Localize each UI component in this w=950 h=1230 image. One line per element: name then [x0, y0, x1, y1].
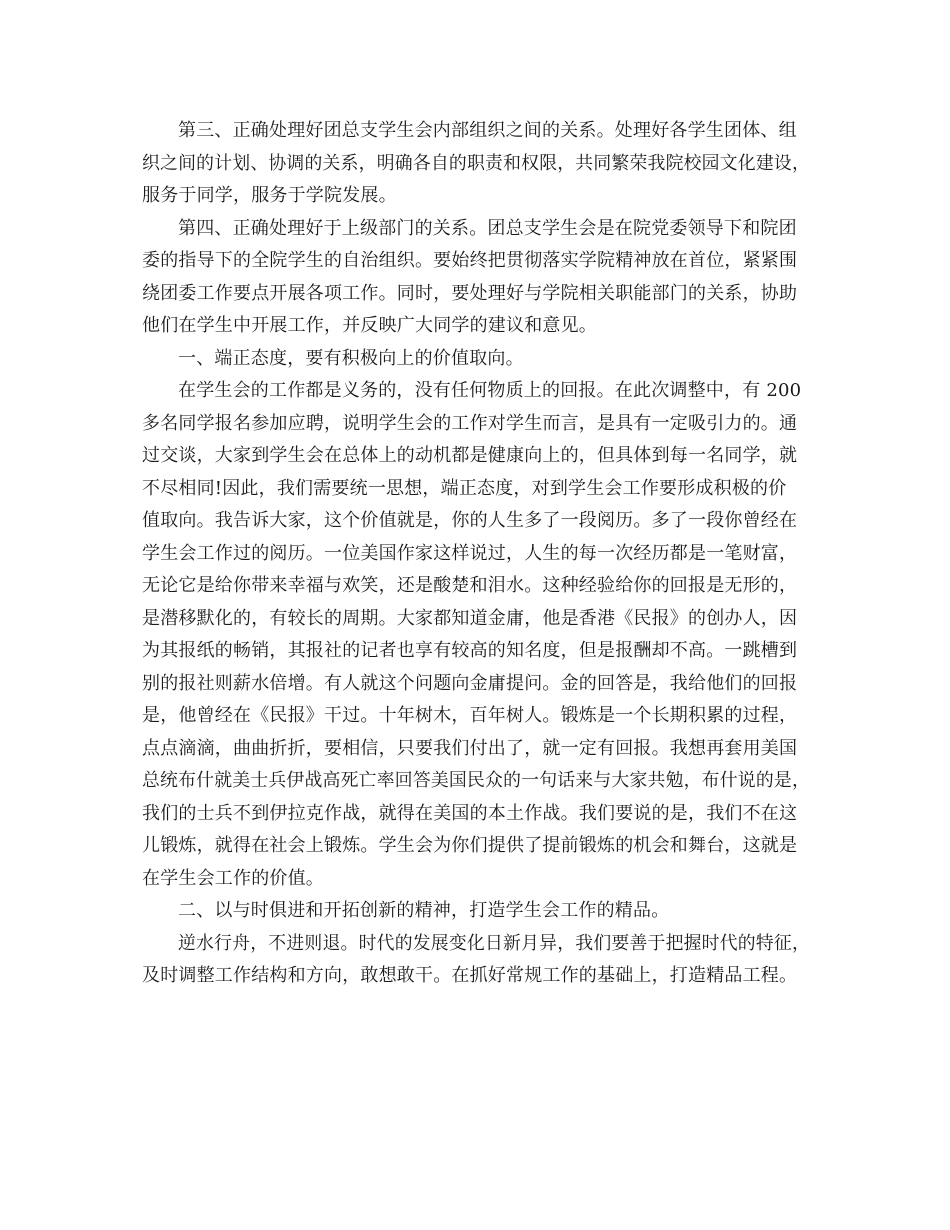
- body-text-line: 逆水行舟，不进则退。时代的发展变化日新月异，我们要善于把握时代的特征，: [178, 932, 811, 954]
- body-text-line: 委的指导下的全院学生的自治组织。要始终把贯彻落实学院精神放在首位，紧紧围: [142, 250, 798, 271]
- body-text-line: 二、以与时俱进和开拓创新的精神，打造学生会工作的精品。: [178, 900, 670, 921]
- body-text-line: 总统布什就美士兵伊战高死亡率回答美国民众的一句话来与大家共勉，布什说的是，: [142, 770, 811, 791]
- body-text-line: 不尽相同!因此，我们需要统一思想，端正态度，对到学生会工作要形成积极的价: [142, 477, 787, 499]
- body-text-line: 值取向。我告诉大家，这个价值就是，你的人生多了一段阅历。多了一段你曾经在: [142, 510, 798, 531]
- body-text-line: 第四、正确处理好于上级部门的关系。团总支学生会是在院党委领导下和院团: [178, 217, 797, 239]
- body-text-line: 儿锻炼，就得在社会上锻炼。学生会为你们提供了提前锻炼的机会和舞台，这就是: [142, 835, 798, 856]
- body-text-line: 绕团委工作要点开展各项工作。同时，要处理好与学院相关职能部门的关系，协助: [142, 282, 798, 304]
- body-text-line: 是，他曾经在《民报》干过。十年树木，百年树人。锻炼是一个长期积累的过程，: [142, 705, 798, 726]
- body-text-line: 过交谈，大家到学生会在总体上的动机都是健康向上的，但具体到每一名同学，就: [142, 445, 798, 466]
- body-text-line: 为其报纸的畅销，其报社的记者也享有较高的知名度，但是报酬却不高。一跳槽到: [142, 640, 798, 661]
- body-text-line: 学生会工作过的阅历。一位美国作家这样说过，人生的每一次经历都是一笔财富，: [142, 542, 798, 564]
- body-text-line: 是潜移默化的，有较长的周期。大家都知道金庸，他是香港《民报》的创办人，因: [142, 607, 798, 629]
- body-text-line: 织之间的计划、协调的关系，明确各自的职责和权限，共同繁荣我院校园文化建设，: [142, 152, 811, 174]
- body-text-line: 一、端正态度，要有积极向上的价值取向。: [178, 347, 524, 369]
- body-text-line: 点点滴滴，曲曲折折，要相信，只要我们付出了，就一定有回报。我想再套用美国: [142, 737, 798, 759]
- body-text-line: 多名同学报名参加应聘，说明学生会的工作对学生而言，是具有一定吸引力的。通: [142, 412, 798, 434]
- body-text-line: 第三、正确处理好团总支学生会内部组织之间的关系。处理好各学生团体、组: [178, 120, 797, 141]
- body-text-line: 他们在学生中开展工作，并反映广大同学的建议和意见。: [142, 315, 597, 336]
- body-text-line: 及时调整工作结构和方向，敢想敢干。在抓好常规工作的基础上，打造精品工程。: [142, 965, 798, 986]
- body-text-line: 别的报社则薪水倍增。有人就这个问题向金庸提问。金的回答是，我给他们的回报: [142, 672, 798, 694]
- body-text-line: 我们的士兵不到伊拉克作战，就得在美国的本土作战。我们要说的是，我们不在这: [142, 802, 798, 824]
- body-text-line: 在学生会的工作都是义务的，没有任何物质上的回报。在此次调整中，有 200: [178, 380, 802, 401]
- body-text-line: 服务于同学，服务于学院发展。: [142, 185, 397, 206]
- body-text-line: 在学生会工作的价值。: [142, 867, 324, 889]
- body-text-line: 无论它是给你带来幸福与欢笑，还是酸楚和泪水。这种经验给你的回报是无形的，: [142, 575, 798, 596]
- document-body: [142, 115, 810, 993]
